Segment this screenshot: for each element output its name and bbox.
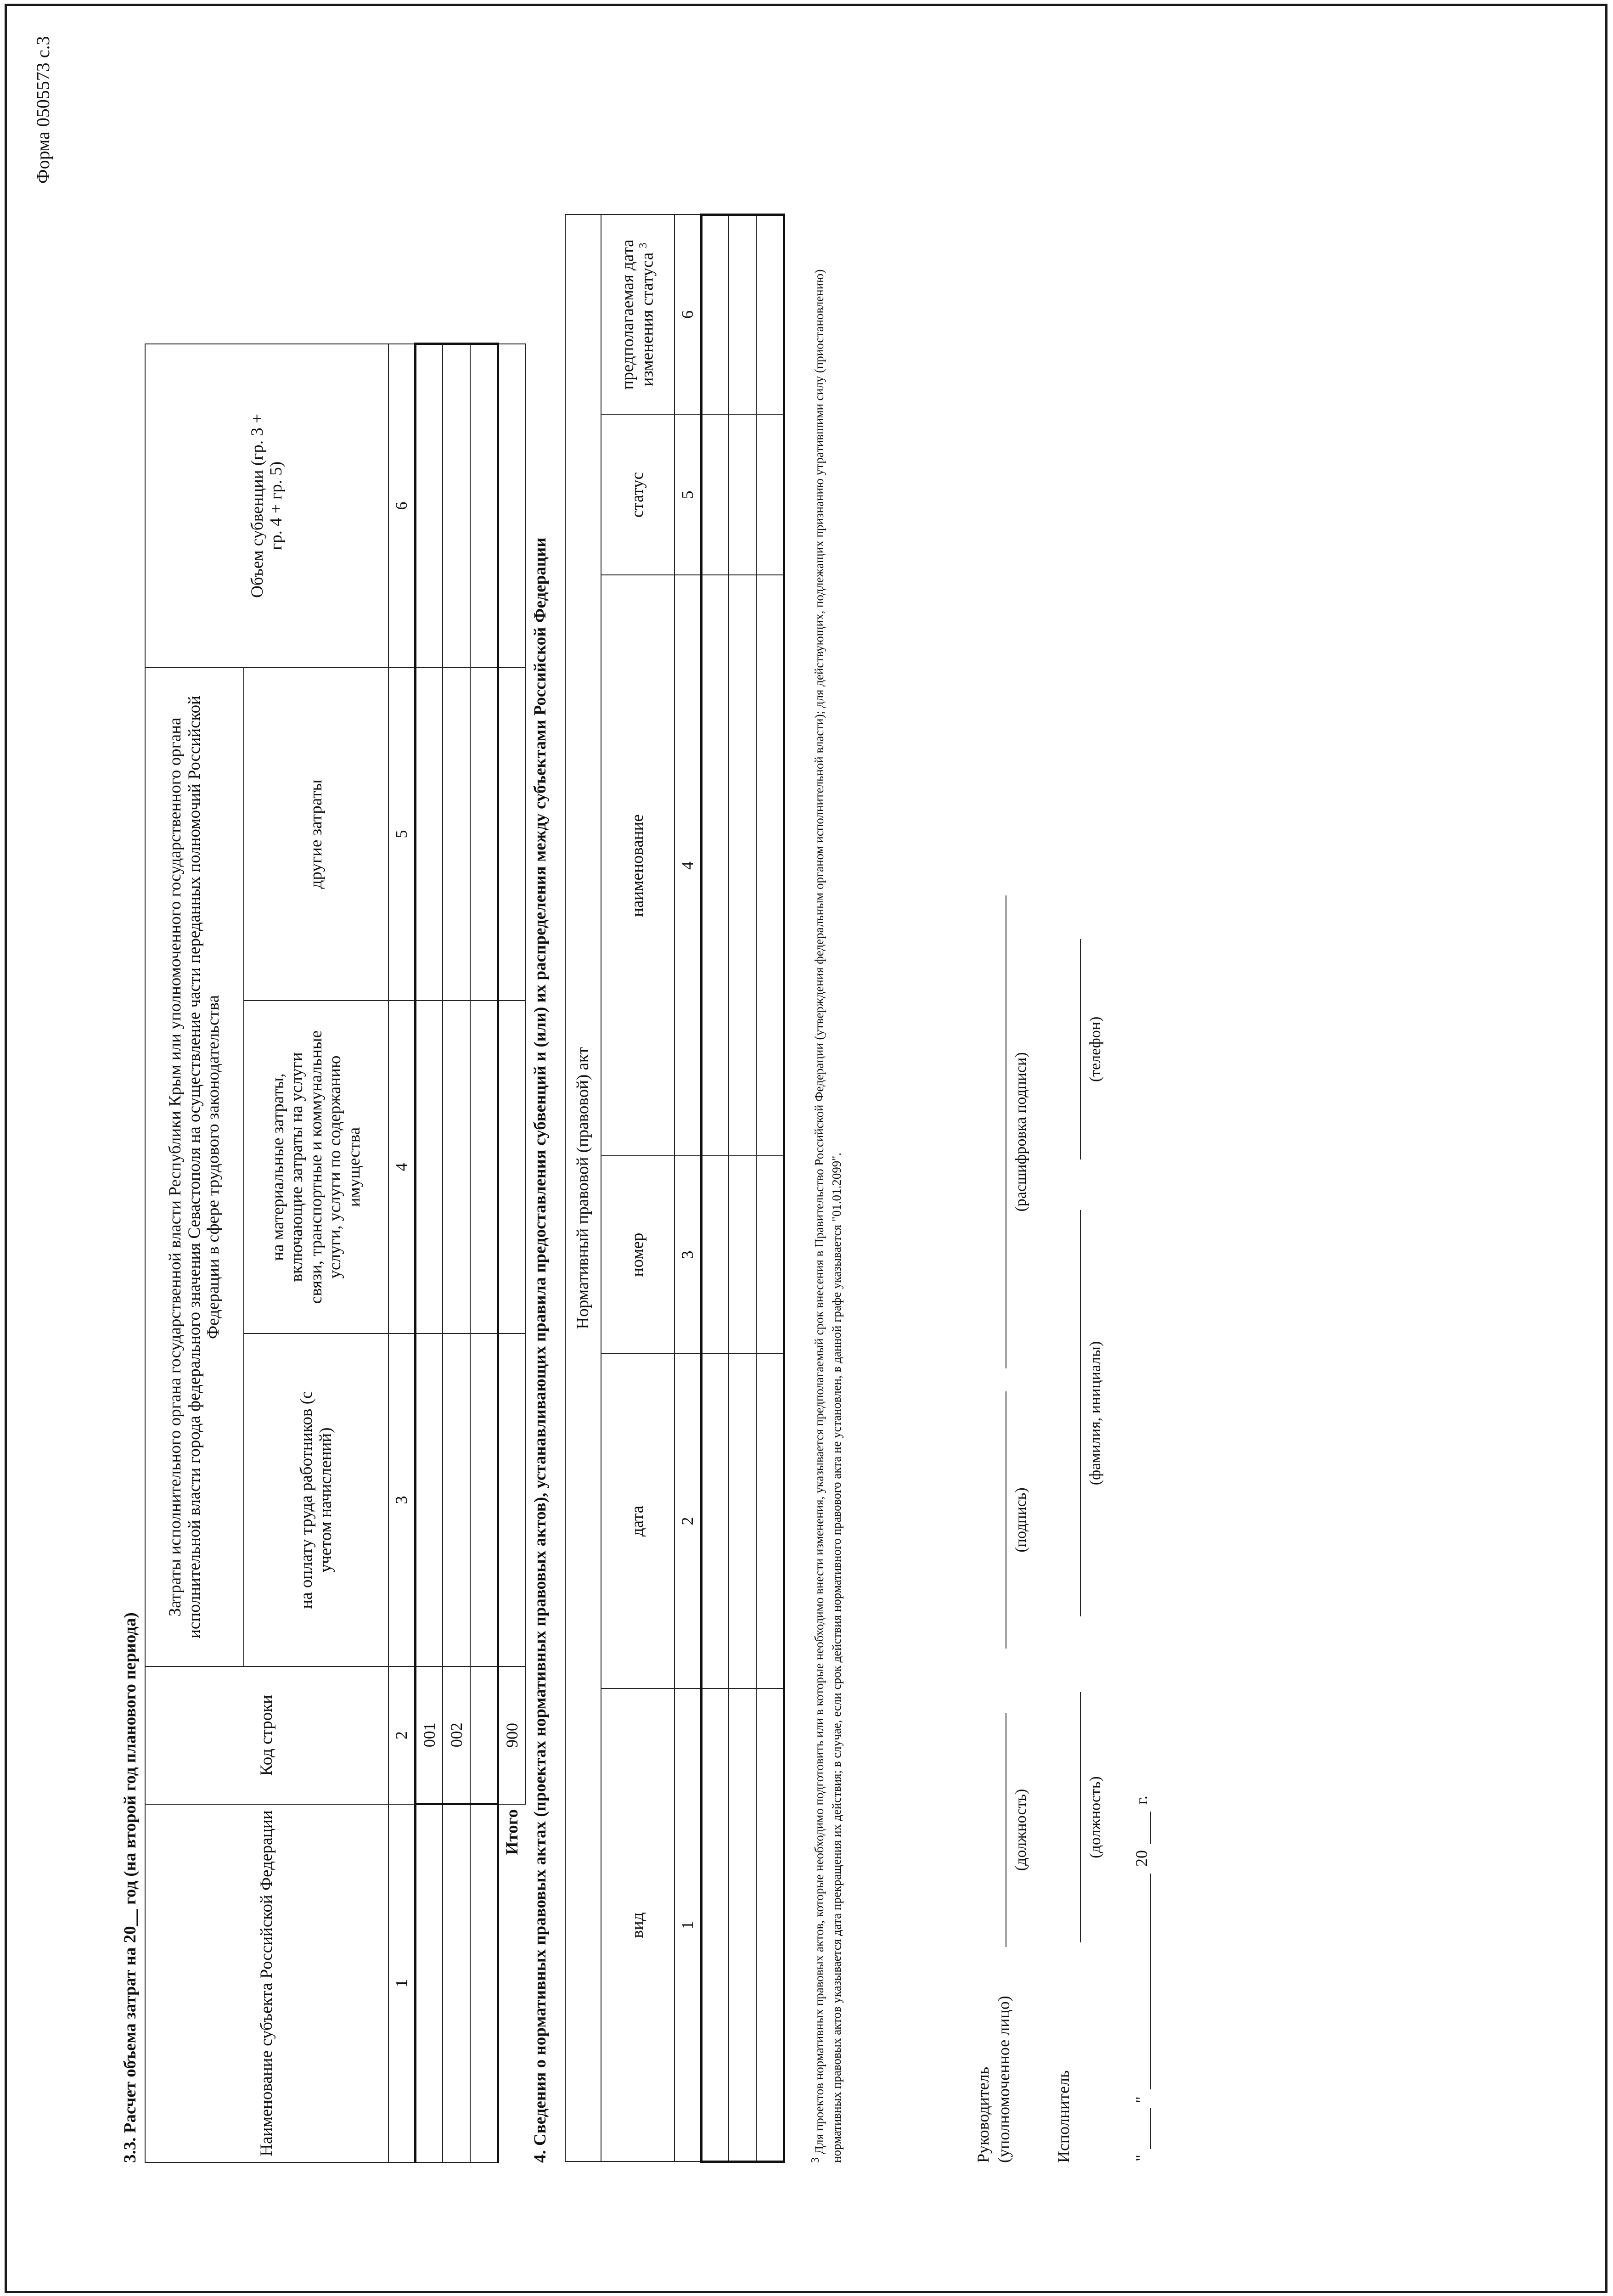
head-label-authorized: (уполномоченное лицо) xyxy=(995,1996,1013,2163)
header-costs-group: Затраты исполнительного органа государственной власти Республики Крым или уполномоченного государственного органа исполнительной власти города федерального значения Севастополя на осуществление части переданных полномочий Российской Федерации в сфере трудового законодательства xyxy=(145,668,244,1666)
header-legal-act-group: Нормативный правовой (правовой) акт xyxy=(565,214,601,2161)
act-type-cell[interactable] xyxy=(729,1689,756,2162)
status-change-date-cell[interactable] xyxy=(701,214,729,414)
executor-phone-line[interactable] xyxy=(1080,939,1081,1159)
material-costs-cell[interactable] xyxy=(415,1001,443,1334)
material-costs-cell[interactable] xyxy=(470,1001,498,1334)
act-status-cell[interactable] xyxy=(701,415,729,575)
executor-name-caption: (фамилия, инициалы) xyxy=(1087,1341,1104,1486)
act-date-cell[interactable] xyxy=(729,1354,756,1689)
table-row xyxy=(470,344,498,2162)
head-signature-caption: (подпись) xyxy=(1012,1487,1029,1553)
column-number: 5 xyxy=(674,415,701,575)
header-subvention-volume: Объем субвенции (гр. 3 + гр. 4 + гр. 5) xyxy=(145,344,388,668)
act-status-cell[interactable] xyxy=(729,415,756,575)
subvention-cell[interactable] xyxy=(443,344,470,668)
row-code-cell xyxy=(470,1666,498,1804)
column-number: 3 xyxy=(674,1156,701,1354)
row-code-cell: 001 xyxy=(415,1666,443,1804)
total-label: Итого xyxy=(502,1809,522,1855)
act-type-cell[interactable] xyxy=(756,1689,784,2162)
act-date-cell[interactable] xyxy=(701,1354,729,1689)
executor-name-line[interactable] xyxy=(1080,1210,1081,1616)
column-number: 4 xyxy=(388,1001,415,1334)
total-other-cell[interactable] xyxy=(498,668,525,1001)
other-costs-cell[interactable] xyxy=(470,668,498,1001)
column-number: 1 xyxy=(388,1804,415,2162)
region-name-cell[interactable] xyxy=(415,1804,443,2162)
column-number: 6 xyxy=(388,344,415,668)
footnote-3 xyxy=(808,207,846,2163)
material-costs-cell[interactable] xyxy=(443,1001,470,1334)
total-material-cell[interactable] xyxy=(498,1001,525,1334)
date-open-quote: " xyxy=(1132,2155,1151,2161)
other-costs-cell[interactable] xyxy=(443,668,470,1001)
table-row xyxy=(756,214,784,2161)
act-date-cell[interactable] xyxy=(756,1354,784,1689)
act-status-cell[interactable] xyxy=(756,415,784,575)
act-title-cell[interactable] xyxy=(701,575,729,1156)
table-row xyxy=(701,214,729,2161)
table-row xyxy=(415,344,443,2162)
total-row xyxy=(498,344,525,2162)
act-number-cell[interactable] xyxy=(701,1156,729,1354)
subvention-cell[interactable] xyxy=(470,344,498,668)
header-act-type: вид xyxy=(601,1689,674,2162)
footnote-text: Для проектов нормативных правовых актов, которые необходимо подготовить или в которые необходимо внести изменения, указывается предполагаемый срок внесения в Правительство Российской Федерации (утверждения федеральным органом исполнительной власти); для действующих, подлежащих признанию утратившими силу (приостановлению) нормативных правовых актов указывается дата прекращения их действия; в случае, если срок действия нормативного правового акта не установлен, в данной графе указывается "01.01.2099". xyxy=(812,269,843,2163)
table-row xyxy=(729,214,756,2161)
date-day-line[interactable] xyxy=(1150,2108,1151,2149)
labor-costs-cell[interactable] xyxy=(443,1334,470,1666)
head-label: Руководитель xyxy=(974,2066,992,2163)
act-title-cell[interactable] xyxy=(729,575,756,1156)
header-other-costs: другие затраты xyxy=(244,668,388,1001)
act-title-cell[interactable] xyxy=(756,575,784,1156)
header-region-name: Наименование субъекта Российской Федерации xyxy=(145,1804,388,2162)
status-change-date-cell[interactable] xyxy=(729,214,756,414)
header-act-title: наименование xyxy=(601,575,674,1156)
total-labor-cell[interactable] xyxy=(498,1334,525,1666)
header-act-date: дата xyxy=(601,1354,674,1689)
footnote-reference: 3 xyxy=(637,242,650,248)
status-change-date-cell[interactable] xyxy=(756,214,784,414)
date-year-line[interactable] xyxy=(1150,1812,1151,1844)
other-costs-cell[interactable] xyxy=(415,668,443,1001)
region-name-cell[interactable] xyxy=(443,1804,470,2162)
header-material-costs: на материальные затраты, включающие затраты на услуги связи, транспортные и коммунальные услуги, услуги по содержанию имущества xyxy=(244,1001,388,1334)
executor-phone-caption: (телефон) xyxy=(1087,1016,1104,1082)
date-year-suffix: г. xyxy=(1132,1795,1151,1805)
executor-position-caption: (должность) xyxy=(1087,1776,1104,1858)
executor-position-line[interactable] xyxy=(1080,1692,1081,1942)
cost-calculation-table xyxy=(145,343,526,2163)
head-decode-caption: (расшифровка подписи) xyxy=(1012,1052,1029,1212)
executor-label: Исполнитель xyxy=(1054,2070,1073,2163)
row-code-cell: 002 xyxy=(443,1666,470,1804)
section-4-title: 4. Сведения о нормативных правовых актах (проектах нормативных правовых актов), устанавливающих правила предоставления субвенций и (или) их распределения между субъектами Российской Федерации xyxy=(531,537,550,2163)
act-number-cell[interactable] xyxy=(756,1156,784,1354)
head-position-caption: (должность) xyxy=(1012,1789,1029,1871)
column-number: 3 xyxy=(388,1334,415,1666)
total-code: 900 xyxy=(498,1666,525,1804)
column-number: 2 xyxy=(388,1666,415,1804)
table-row xyxy=(443,344,470,2162)
labor-costs-cell[interactable] xyxy=(415,1334,443,1666)
section-3-3-title: 3.3. Расчет объема затрат на 20__ год (на второй год планового периода) xyxy=(121,1612,140,2163)
column-number: 5 xyxy=(388,668,415,1001)
labor-costs-cell[interactable] xyxy=(470,1334,498,1666)
header-row-code: Код строки xyxy=(145,1666,388,1804)
date-year-prefix: 20 xyxy=(1132,1850,1151,1867)
date-close-quote: " xyxy=(1132,2096,1151,2103)
header-labor-costs: на оплату труда работников (с учетом начислений) xyxy=(244,1334,388,1666)
header-act-number: номер xyxy=(601,1156,674,1354)
act-number-cell[interactable] xyxy=(729,1156,756,1354)
column-number: 4 xyxy=(674,575,701,1156)
total-subvention-cell[interactable] xyxy=(498,344,525,668)
form-number-label: Форма 0505573 с.3 xyxy=(33,36,53,184)
region-name-cell[interactable] xyxy=(470,1804,498,2162)
column-number: 6 xyxy=(674,214,701,414)
footnote-mark: 3 xyxy=(809,2157,821,2163)
subvention-cell[interactable] xyxy=(415,344,443,668)
column-number: 1 xyxy=(674,1689,701,2162)
header-status-change-date: предполагаемая дата изменения статуса $^3$ xyxy=(601,214,674,414)
header-act-status: статус xyxy=(601,415,674,575)
column-number: 2 xyxy=(674,1354,701,1689)
act-type-cell[interactable] xyxy=(701,1689,729,2162)
date-month-line[interactable] xyxy=(1150,1874,1151,2089)
legal-acts-table xyxy=(565,214,785,2163)
